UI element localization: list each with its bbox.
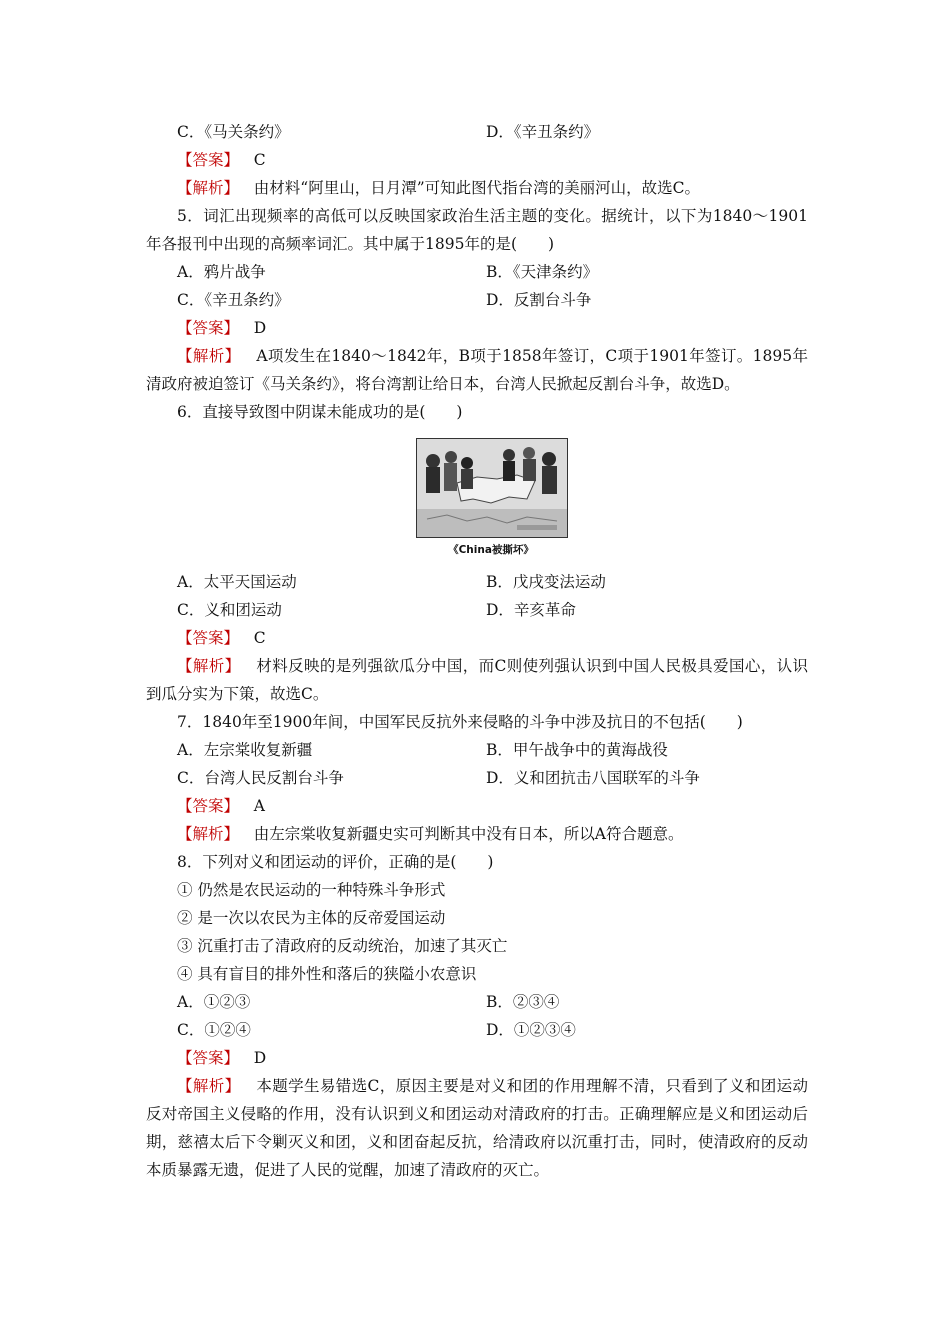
q6-options-ab	[146, 568, 808, 596]
q5-options-cd	[146, 286, 808, 314]
analysis-label: 【解析】	[177, 347, 241, 365]
analysis-text: 由左宗棠收复新疆史实可判断其中没有日本，所以A符合题意。	[253, 825, 684, 843]
q8-options-cd	[146, 1016, 808, 1044]
q8-analysis	[146, 1072, 808, 1184]
q4-options-cd	[146, 118, 808, 146]
q4-analysis	[146, 174, 808, 202]
q8-option-c: C．①②④	[177, 1021, 251, 1039]
q7-option-b: B．甲午战争中的黄海战役	[486, 741, 668, 759]
answer-value: D	[253, 1049, 267, 1067]
answer-label: 【答案】	[177, 1049, 240, 1067]
q6-option-b: B．戊戌变法运动	[486, 573, 606, 591]
q7-analysis	[146, 820, 808, 848]
cartoon-illustration	[417, 439, 567, 537]
q8-stem: 8．下列对义和团运动的评价，正确的是( )	[177, 853, 494, 871]
q7-options-cd	[146, 764, 808, 792]
q8-item-4: ④ 具有盲目的排外性和落后的狭隘小农意识	[177, 965, 477, 983]
analysis-label: 【解析】	[177, 825, 240, 843]
q6-option-a: A．太平天国运动	[177, 573, 297, 591]
analysis-text: 本题学生易错选C，原因主要是对义和团的作用理解不清，只看到了义和团运动反对帝国主义侵略的作用，没有认识到义和团运动对清政府的打击。正确理解应是义和团运动后期，慈禧太后下令剿灭义和团，义和团奋起反抗，给清政府以沉重打击，同时，使清政府的反动本质暴露无遗，促进了人民的觉醒，加速了清政府的灭亡。	[146, 1077, 808, 1179]
q8-option-b: B．②③④	[486, 993, 560, 1011]
analysis-label: 【解析】	[177, 179, 240, 197]
analysis-text: 由材料“阿里山，日月潭”可知此图代指台湾的美丽河山，故选C。	[253, 179, 701, 197]
q4-answer	[146, 146, 808, 174]
q5-option-a: A．鸦片战争	[177, 263, 266, 281]
q4-option-c: C．《马关条约》	[177, 123, 290, 141]
answer-value: D	[253, 319, 267, 337]
q8-option-a: A．①②③	[177, 993, 251, 1011]
q5-answer	[146, 314, 808, 342]
q5-stem: 5．词汇出现频率的高低可以反映国家政治生活主题的变化。据统计，以下为1840～1901年各报刊中出现的高频率词汇。其中属于1895年的是( )	[146, 207, 808, 253]
answer-value: C	[253, 629, 266, 647]
answer-label: 【答案】	[177, 151, 240, 169]
q7-answer	[146, 792, 808, 820]
q4-option-d: D．《辛丑条约》	[486, 123, 600, 141]
q5-option-c: C．《辛丑条约》	[177, 291, 290, 309]
q6-stem: 6．直接导致图中阴谋未能成功的是( )	[177, 403, 463, 421]
q6-answer	[146, 624, 808, 652]
analysis-label: 【解析】	[177, 657, 241, 675]
q8-option-d: D．①②③④	[486, 1021, 576, 1039]
q6-option-d: D．辛亥革命	[486, 601, 576, 619]
q8-item-2: ② 是一次以农民为主体的反帝爱国运动	[177, 909, 446, 927]
figure-caption: 《China被撕坏》	[448, 544, 534, 556]
answer-label: 【答案】	[177, 319, 240, 337]
q8-answer	[146, 1044, 808, 1072]
q6-figure-block	[146, 426, 808, 568]
answer-value: C	[253, 151, 266, 169]
cartoon-image	[416, 438, 568, 538]
q5-option-d: D．反割台斗争	[486, 291, 592, 309]
q6-option-c: C．义和团运动	[177, 601, 282, 619]
q7-option-a: A．左宗棠收复新疆	[177, 741, 313, 759]
q8-options-ab	[146, 988, 808, 1016]
document-page	[146, 118, 808, 1184]
q8-item-3: ③ 沉重打击了清政府的反动统治，加速了其灭亡	[177, 937, 508, 955]
q5-option-b: B．《天津条约》	[486, 263, 599, 281]
analysis-label: 【解析】	[177, 1077, 241, 1095]
q5-options-ab	[146, 258, 808, 286]
answer-label: 【答案】	[177, 797, 240, 815]
answer-label: 【答案】	[177, 629, 240, 647]
q7-options-ab	[146, 736, 808, 764]
q8-item-1: ① 仍然是农民运动的一种特殊斗争形式	[177, 881, 446, 899]
analysis-text: A项发生在1840～1842年，B项于1858年签订，C项于1901年签订。1895年清政府被迫签订《马关条约》，将台湾割让给日本，台湾人民掀起反割台斗争，故选D。	[146, 347, 808, 393]
q7-option-c: C．台湾人民反割台斗争	[177, 769, 344, 787]
answer-value: A	[253, 797, 265, 815]
q7-stem: 7．1840年至1900年间，中国军民反抗外来侵略的斗争中涉及抗日的不包括( )	[177, 713, 743, 731]
analysis-text: 材料反映的是列强欲瓜分中国，而C则使列强认识到中国人民极具爱国心，认识到瓜分实为下策，故选C。	[146, 657, 808, 703]
q7-option-d: D．义和团抗击八国联军的斗争	[486, 769, 700, 787]
q6-analysis	[146, 652, 808, 708]
q6-options-cd	[146, 596, 808, 624]
q5-analysis	[146, 342, 808, 398]
